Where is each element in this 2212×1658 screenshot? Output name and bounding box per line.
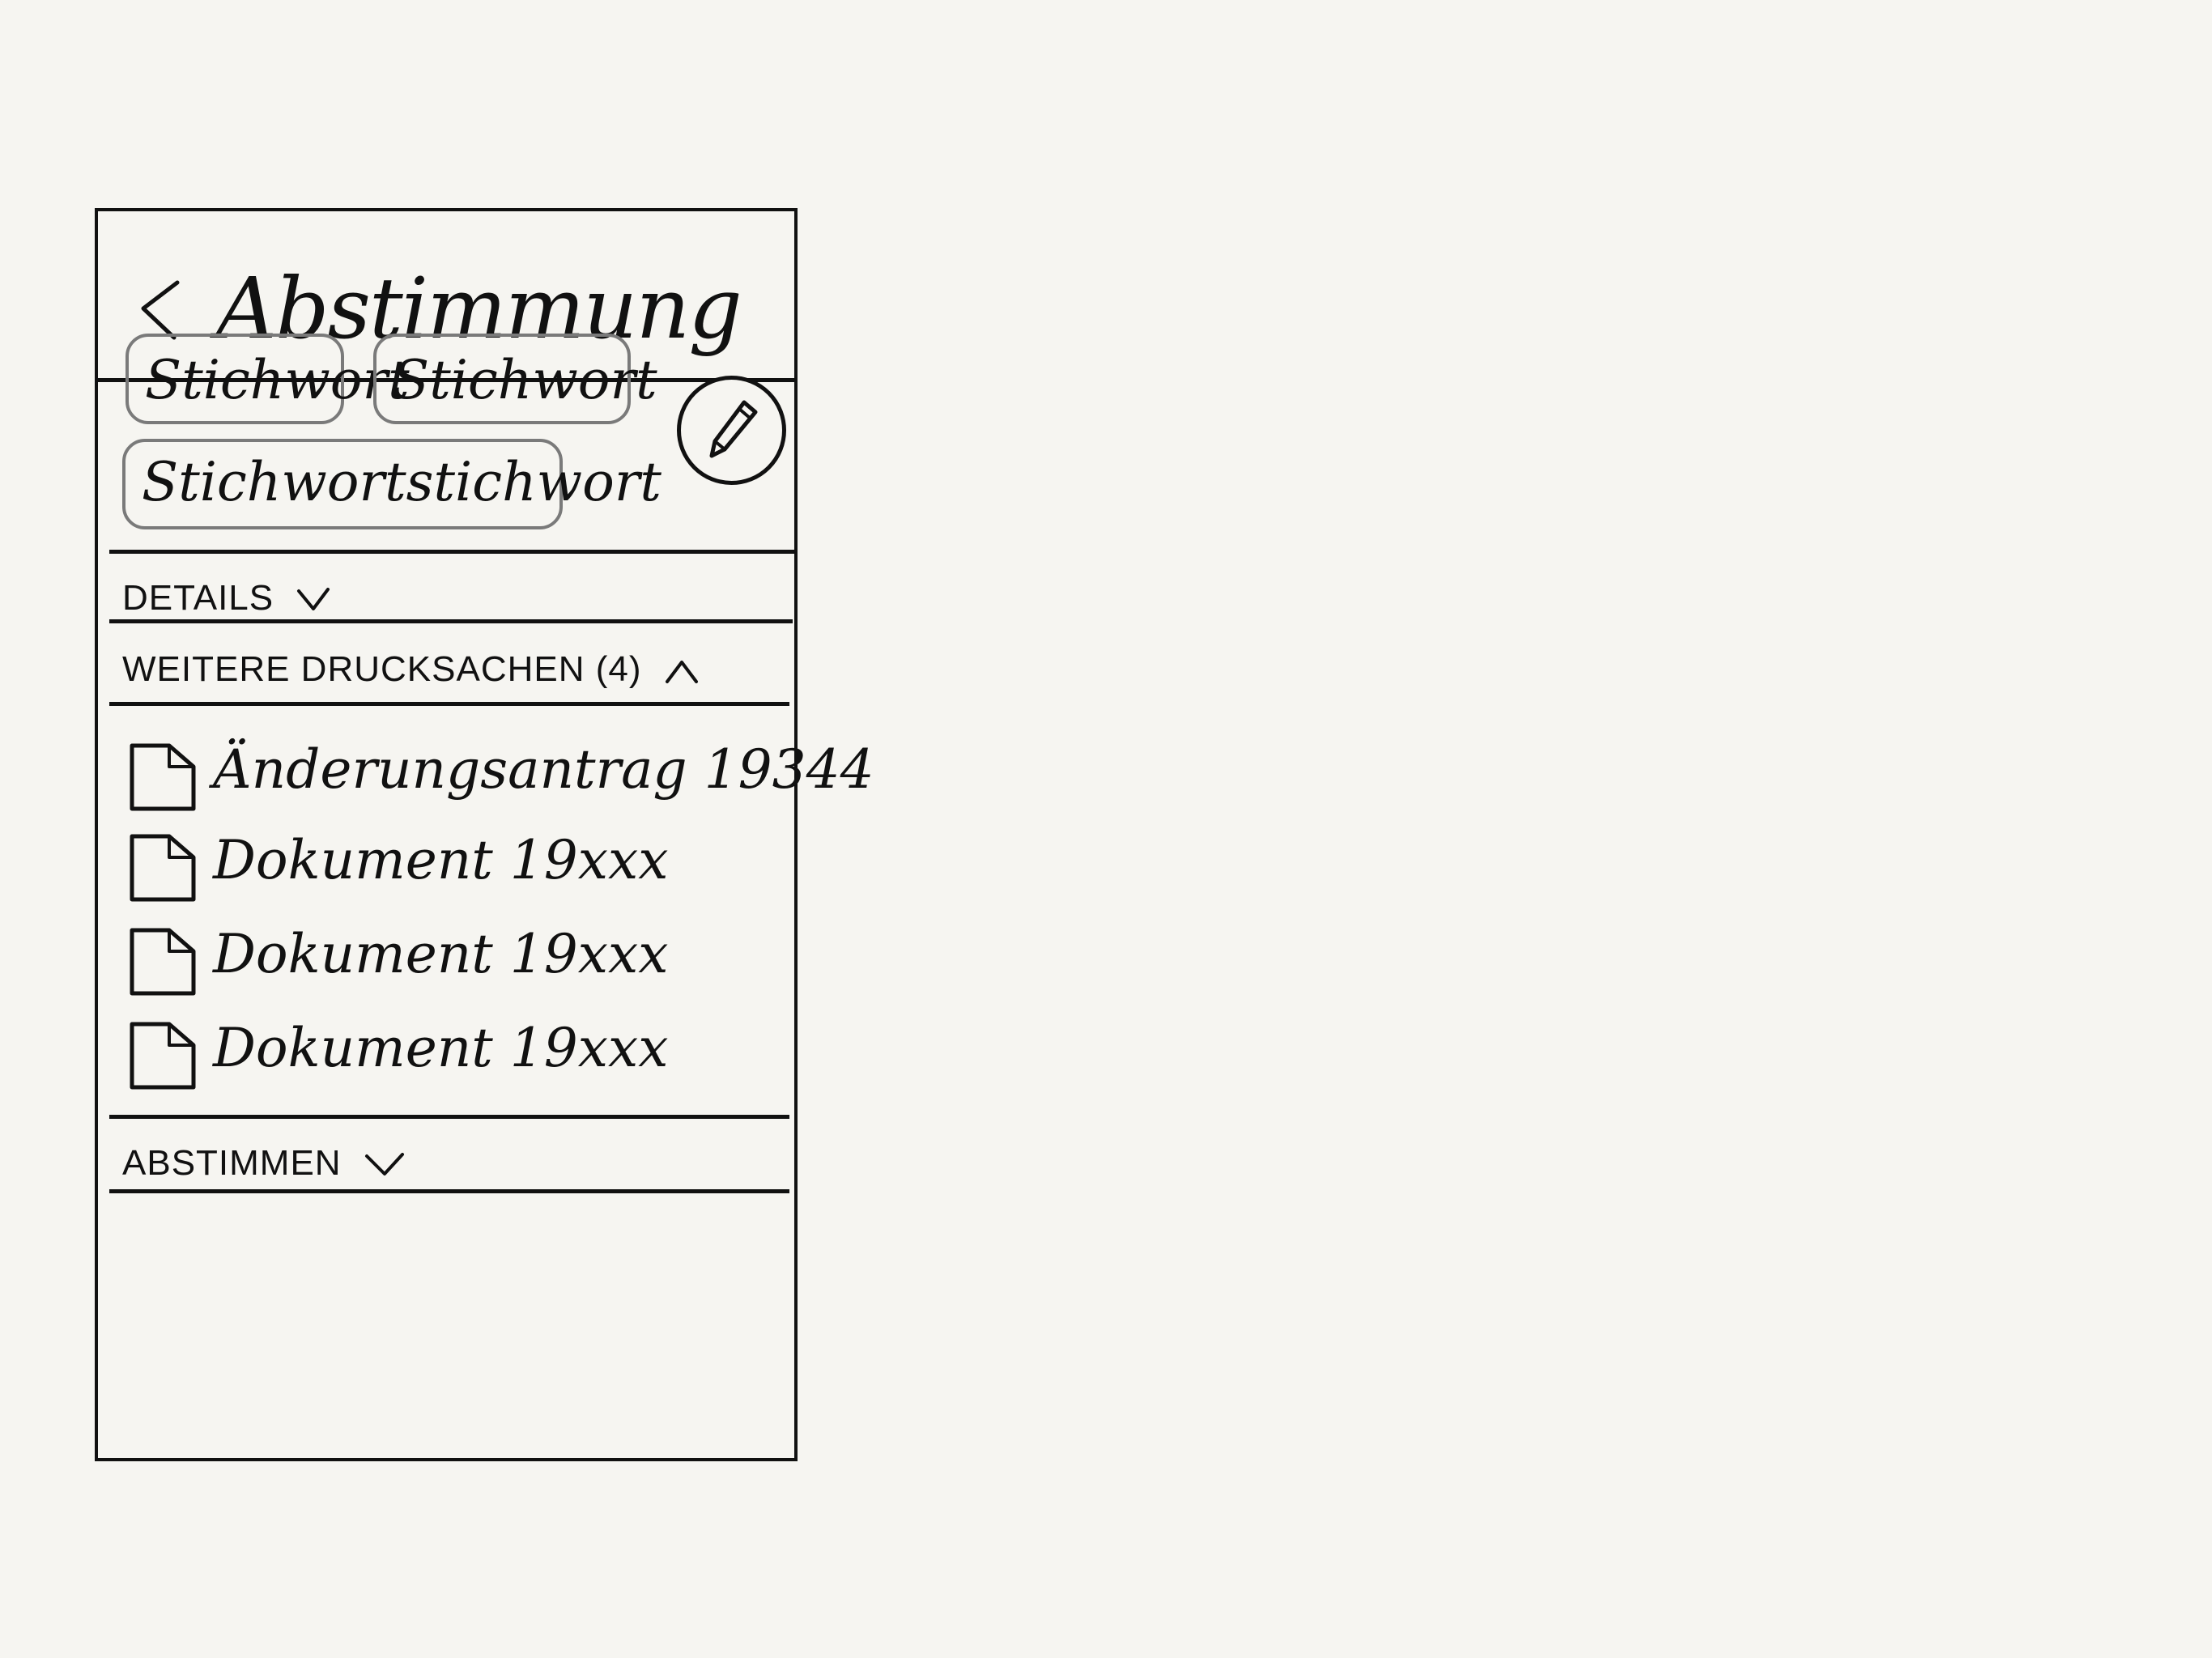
document-icon [129,927,197,997]
edit-keywords-button[interactable] [677,376,786,485]
document-icon [129,833,197,903]
section-weitere-drucksachen-toggle[interactable] [109,637,781,702]
document-label: Dokument 19xxx [213,829,669,891]
document-item[interactable] [122,1008,754,1089]
keyword-chip-label: Stichwort [145,349,410,411]
document-label: Änderungsantrag 19344 [213,738,874,801]
document-label: Dokument 19xxx [213,1017,669,1079]
section-details-label: DETAILS [122,578,274,618]
phone-frame [95,208,874,1461]
divider [109,550,796,554]
document-icon [129,742,197,812]
section-weitere-drucksachen-label: WEITERE DRUCKSACHEN (4) [122,649,642,689]
chevron-up-icon [664,657,700,685]
keyword-chip[interactable] [373,334,657,424]
keyword-chip[interactable] [122,439,661,529]
pencil-icon [705,397,762,462]
keyword-chip-label: Stichwort [393,349,657,411]
divider [109,1189,789,1193]
chevron-left-icon[interactable] [129,276,194,341]
document-icon [129,1021,197,1090]
divider [109,619,793,623]
keyword-chip-label: Stichwortstichwort [142,451,661,513]
document-item[interactable] [122,820,754,901]
divider [109,702,789,706]
chevron-down-icon [296,586,331,614]
keyword-chip[interactable] [125,334,410,424]
chevron-down-icon [364,1151,406,1179]
document-item[interactable] [122,914,754,995]
section-abstimmen-toggle[interactable] [109,1131,781,1196]
document-label: Dokument 19xxx [213,923,669,985]
page-title: Abstimmung [216,259,741,358]
section-abstimmen-label: ABSTIMMEN [122,1143,342,1183]
document-item[interactable] [122,729,874,810]
divider [109,1115,789,1119]
